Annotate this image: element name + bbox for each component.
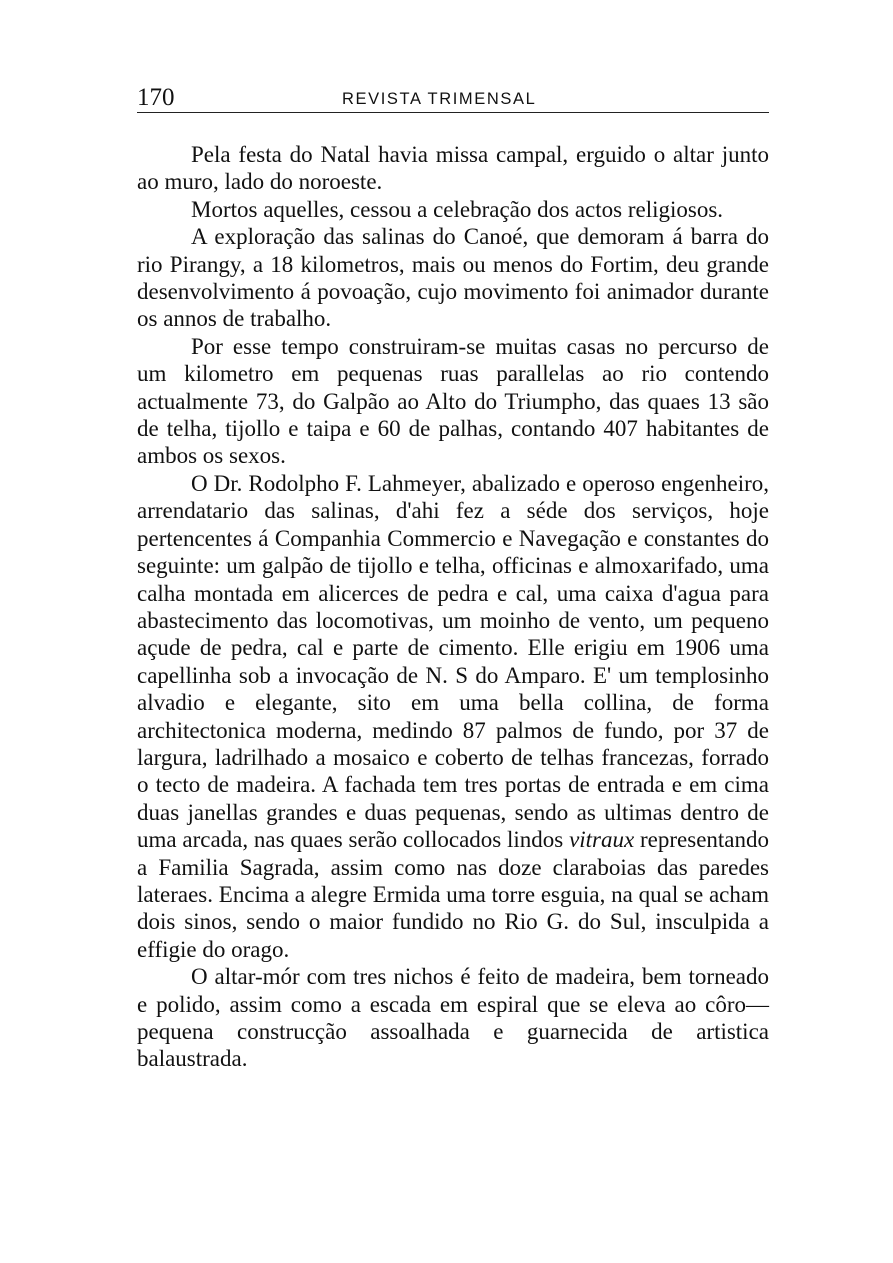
running-title: REVISTA TRIMENSAL bbox=[342, 90, 537, 108]
italic-term: vitraux bbox=[569, 827, 635, 853]
paragraph: O altar-mór com tres nichos é feito de madeira, bem torneado e polido, assim como a escada em espiral que se eleva ao côro—pequena construcção assoalhada e guarnecida de artistica balaustrada. bbox=[137, 964, 769, 1072]
page-number: 170 bbox=[137, 84, 175, 111]
page-body bbox=[137, 141, 769, 1073]
paragraph: O Dr. Rodolpho F. Lahmeyer, abalizado e operoso engenheiro, arrendatario das salinas, d'ahi fez a séde dos serviços, hoje pertencentes á Companhia Commercio e Navegação e constantes do seguinte: um galpão de tijollo e telha, officinas e almoxarifado, uma calha montada em alicerces de pedra e cal, uma caixa d'agua para abastecimento das locomotivas, um moinho de vento, um pequeno açude de pedra, cal e parte de cimento. Elle erigiu em 1906 uma capellinha sob a invocação de N. S do Amparo. E' um templosinho alvadio e elegante, sito em uma bella collina, de forma architectonica moderna, medindo 87 palmos de fundo, por 37 de largura, ladrilhado a mosaico e coberto de telhas francezas, forrado o tecto de madeira. A fachada tem tres portas de entrada e em cima duas janellas grandes e duas pequenas, sendo as ultimas dentro de uma arcada, nas quaes serão collocados lindos vitraux representando a Familia Sagrada, assim como nas doze claraboias das paredes lateraes. Encima a alegre Ermida uma torre esguia, na qual se acham dois sinos, sendo o maior fundido no Rio G. do Sul, insculpida a effigie do orago. bbox=[137, 470, 770, 962]
page-header bbox=[137, 84, 769, 113]
paragraph: Mortos aquelles, cessou a celebração dos actos religiosos. bbox=[191, 196, 724, 222]
paragraph: Pela festa do Natal havia missa campal, erguido o altar junto ao muro, lado do noroeste. bbox=[137, 142, 769, 195]
paragraph: Por esse tempo construiram-se muitas casas no percurso de um kilometro em pequenas ruas parallelas ao rio contendo actualmente 73, do Galpão ao Alto do Triumpho, das quaes 13 são de telha, tijollo e taipa e 60 de palhas, contando 407 habitantes de ambos os sexos. bbox=[137, 333, 769, 469]
paragraph: A exploração das salinas do Canoé, que demoram á barra do rio Pirangy, a 18 kilometros, mais ou menos do Fortim, deu grande desenvolvimento á povoação, cujo movimento foi animador durante os annos de trabalho. bbox=[137, 224, 769, 332]
